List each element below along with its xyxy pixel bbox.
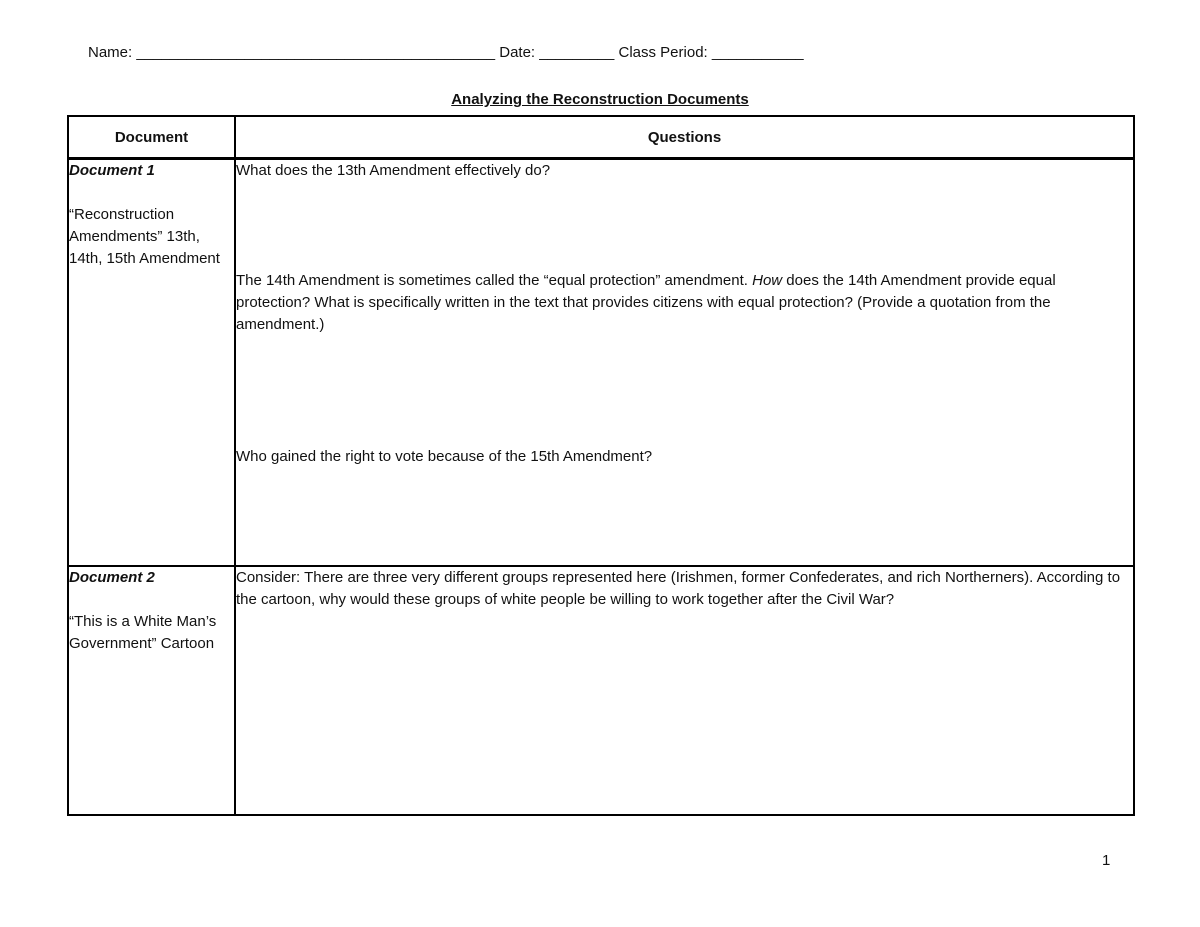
question-14th-amendment: The 14th Amendment is sometimes called the “equal protection” amendment. How does the 14th Amendment provide equal protection? What is specifically written in the text that provides citizens with equal protection? (Provide a quotation from the amendment.) <box>236 272 1056 333</box>
question-15th-amendment: Who gained the right to vote because of the 15th Amendment? <box>236 448 653 465</box>
question-13th-amendment: What does the 13th Amendment effectively do? <box>236 162 551 179</box>
page-title: Analyzing the Reconstruction Documents <box>451 91 749 108</box>
page-number: 1 <box>1102 852 1111 869</box>
column-header-document: Document <box>68 116 235 159</box>
name-date-period-line: Name: ___________________________________________ Date: _________ Class Period: ___________ <box>88 44 804 61</box>
questions-cell <box>235 566 1134 815</box>
emphasis-how: How <box>752 272 783 289</box>
document-cell <box>68 566 235 815</box>
document-title: “Reconstruction Amendments” 13th, 14th, 15th Amendment <box>69 206 220 267</box>
question-cartoon: Consider: There are three very different groups represented here (Irishmen, former Confederates, and rich Northerners). According to the cartoon, why would these groups of white people be willing to work together after the Civil War? <box>236 569 1121 608</box>
document-label: Document 2 <box>69 569 155 586</box>
table-row <box>68 159 1134 567</box>
table-header-row <box>68 116 1134 159</box>
document-title: “This is a White Man’s Government” Cartoon <box>69 613 217 652</box>
column-header-questions: Questions <box>235 116 1134 159</box>
questions-cell <box>235 159 1134 567</box>
document-label: Document 1 <box>69 162 155 179</box>
worksheet-table <box>67 115 1135 816</box>
table-row <box>68 566 1134 815</box>
document-cell <box>68 159 235 567</box>
